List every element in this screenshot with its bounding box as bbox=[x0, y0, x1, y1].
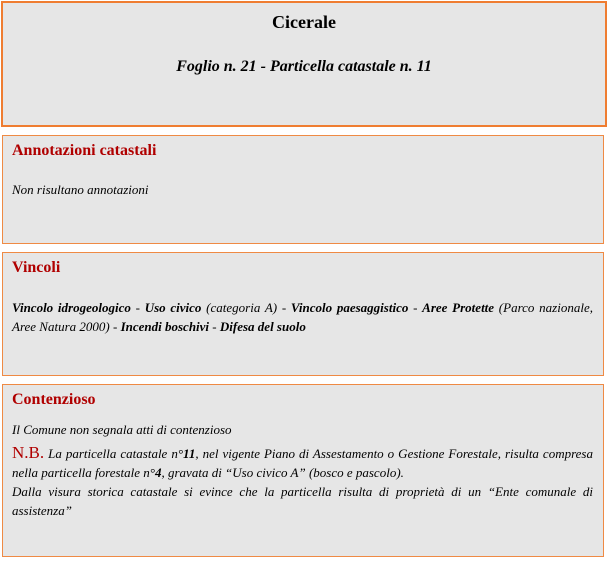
nb-text: , gravata di “Uso civico A” (bosco e pascolo). bbox=[161, 465, 404, 480]
annotazioni-section bbox=[2, 135, 604, 244]
contenzioso-text: Il Comune non segnala atti di contenzioso bbox=[12, 422, 232, 437]
vincoli-sep: - bbox=[130, 300, 145, 315]
annotazioni-title: Annotazioni catastali bbox=[12, 142, 157, 159]
vincoli-title: Vincoli bbox=[12, 259, 61, 276]
nb-label: N.B. bbox=[12, 443, 45, 462]
contenzioso-title: Contenzioso bbox=[12, 391, 96, 408]
nb-note bbox=[12, 443, 593, 520]
vincoli-text bbox=[12, 298, 593, 336]
page-subtitle: Foglio n. 21 - Particella catastale n. 11 bbox=[176, 58, 432, 75]
vincoli-section bbox=[2, 252, 604, 376]
annotazioni-text: Non risultano annotazioni bbox=[12, 182, 149, 197]
contenzioso-section bbox=[2, 384, 604, 557]
vincolo-idrogeologico: Vincolo idrogeologico bbox=[12, 300, 131, 315]
vincolo-incendi-boschivi: Incendi boschivi bbox=[120, 319, 210, 334]
nb-forestale-number: 4 bbox=[155, 465, 162, 480]
page-title: Cicerale bbox=[272, 12, 336, 32]
nb-text: , nel vigente Piano di Assestamento o Gestione Forestale, risulta compresa nella particella forestale n° bbox=[12, 446, 593, 480]
header-box bbox=[1, 1, 607, 127]
nb-text: La particella catastale n° bbox=[44, 446, 184, 461]
vincoli-sep: - bbox=[408, 300, 423, 315]
vincolo-aree-protette-note: (Parco nazionale, Aree Natura 2000) - bbox=[12, 300, 593, 334]
vincolo-aree-protette: Aree Protette bbox=[422, 300, 495, 315]
nb-visura-text: Dalla visura storica catastale si evince che la particella risulta di proprietà di un “Ente comunale di assistenza” bbox=[12, 484, 593, 518]
vincolo-uso-civico: Uso civico bbox=[144, 300, 202, 315]
nb-particella-number: 11 bbox=[183, 446, 196, 461]
vincolo-paesaggistico: Vincolo paesaggistico bbox=[290, 300, 409, 315]
vincolo-difesa-suolo: Difesa del suolo bbox=[219, 319, 306, 334]
vincoli-sep: - bbox=[209, 319, 220, 334]
vincolo-uso-civico-note: (categoria A) - bbox=[201, 300, 291, 315]
